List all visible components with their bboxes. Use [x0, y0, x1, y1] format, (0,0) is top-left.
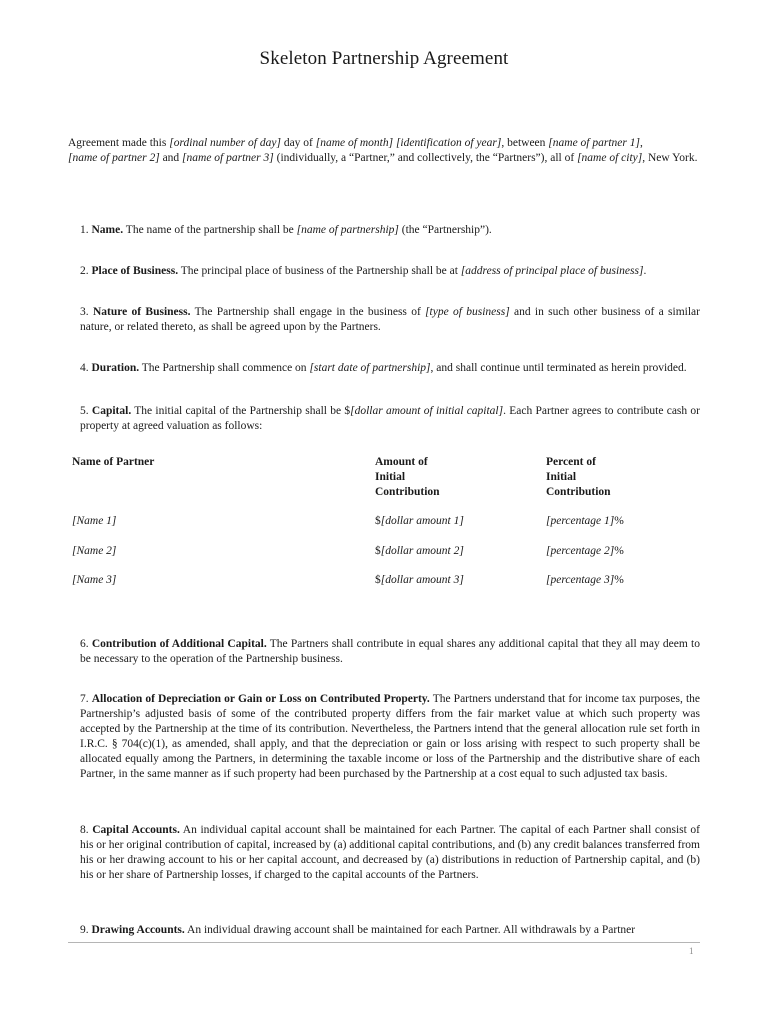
table-row-2-name: [Name 2] [72, 545, 117, 557]
placeholder-month: [name of month] [315, 137, 394, 149]
clause-drawing-accounts: 9. Drawing Accounts. An individual drawing account shall be maintained for each Partner. All withdrawals by a Partner [80, 924, 636, 936]
document-title: Skeleton Partnership Agreement [259, 48, 509, 69]
table-row-3-name: [Name 3] [72, 574, 117, 586]
clause-duration: 4. Duration. The Partnership shall commence on [start date of partnership], and shall continue until terminated as herein provided. [80, 362, 687, 374]
placeholder-partner-2: [name of partner 2] [68, 152, 160, 164]
placeholder-year: [identification of year] [395, 137, 502, 149]
placeholder-partner-1: [name of partner 1] [548, 137, 640, 149]
table-row-1-amount: $[dollar amount 1] [375, 515, 464, 527]
table-header-amount: Amount of Initial Contribution [375, 456, 440, 498]
table-header-percent: Percent of Initial Contribution [546, 456, 611, 498]
clause-allocation-of-depreciation: 7. Allocation of Depreciation or Gain or Loss on Contributed Property. The Partners understand that for income tax purposes, the Partnership’s adjusted basis of some of the contributed property differs from the fair market value at which such property was accepted by the Partnership at the time of its contribution. Nevertheless, the Partners intend that the general allocation rule set forth in I.R.C. § 704(c)(1), as amended, shall apply, and that the depreciation or gain or loss arising with respect to such property shall be allocated equally among the Partners, in determining the taxable income or loss of the Partnership and the distributive share of each Partner, in the same manner as if such property had been purchased by the Partnership at a cost equal to such adjusted tax basis. [80, 693, 701, 780]
clause-place-of-business: 2. Place of Business. The principal place of business of the Partnership shall be at [address of principal place of business]. [80, 265, 647, 277]
table-row-3-amount: $[dollar amount 3] [375, 574, 464, 586]
footer-divider [68, 942, 700, 943]
table-row-1-name: [Name 1] [72, 515, 117, 527]
table-row-3-percent: [percentage 3]% [546, 574, 624, 586]
clause-capital-accounts: 8. Capital Accounts. An individual capital account shall be maintained for each Partner. The capital of each Partner shall consist of his or her original contribution of capital, increased by (a) additional capital contributions, and (b) any credit balances transferred from his or her drawing account to his or her capital account, and decreased by (a) distributions in reduction of Partnership capital, and (b) his or her share of Partnership losses, if charged to the capital accounts of the Partners. [80, 824, 700, 881]
table-row-2-amount: $[dollar amount 2] [375, 545, 464, 557]
clause-nature-of-business: 3. Nature of Business. The Partnership shall engage in the business of [type of business] and in such other business of a similar nature, or related thereto, as shall be agreed upon by the Partners. [80, 306, 700, 333]
placeholder-partner-3: [name of partner 3] [182, 152, 274, 164]
clause-capital: 5. Capital. The initial capital of the Partnership shall be $[dollar amount of initial capital]. Each Partner agrees to contribute cash or property at agreed valuation as follows: [80, 405, 701, 432]
clause-additional-capital: 6. Contribution of Additional Capital. The Partners shall contribute in equal shares any additional capital that they all may deem to be necessary to the operation of the Partnership business. [80, 638, 700, 665]
placeholder-day: [ordinal number of day] [169, 137, 281, 149]
page-number: 1 [689, 946, 694, 956]
intro-paragraph: Agreement made this [ordinal number of day] day of [name of month] [identification of year], between [name of partner 1], [name of partner 2] and [name of partner 3] (individually, a “Partner,” and collectively, the “Partners”), all of [name of city], New York. [68, 137, 698, 164]
table-row-2-percent: [percentage 2]% [546, 545, 624, 557]
placeholder-city: [name of city] [577, 152, 643, 164]
table-row-1-percent: [percentage 1]% [546, 515, 624, 527]
table-header-name: Name of Partner [72, 456, 155, 468]
clause-name: 1. Name. The name of the partnership shall be [name of partnership] (the “Partnership”). [80, 224, 492, 236]
